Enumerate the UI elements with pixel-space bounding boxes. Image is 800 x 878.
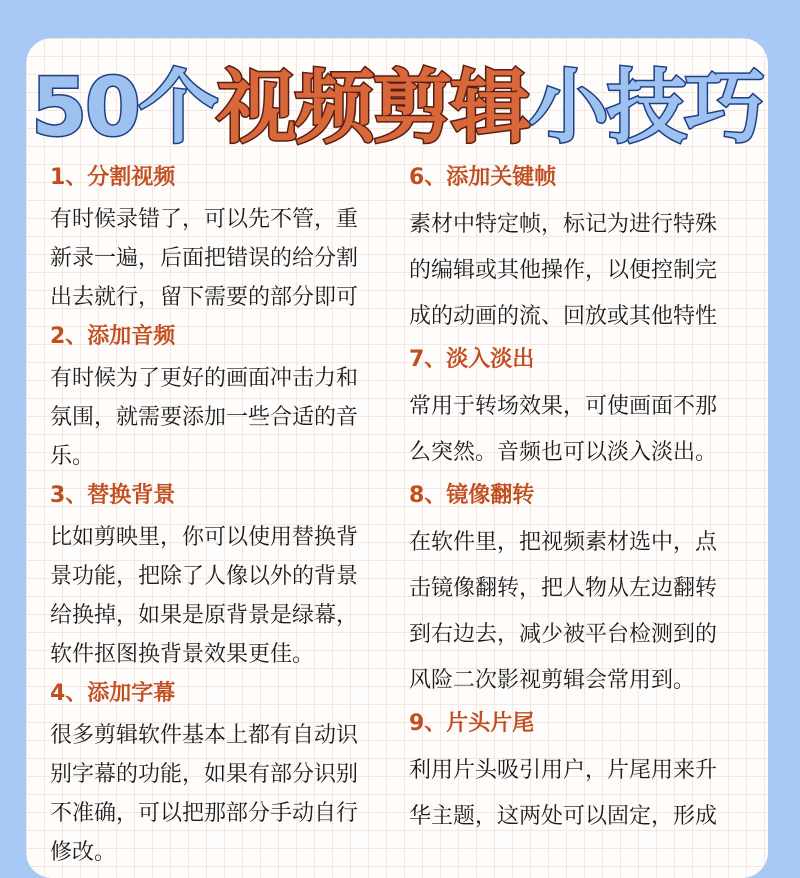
title-part-2: 视频剪辑 xyxy=(216,61,529,154)
tip-section xyxy=(50,674,395,872)
tip-section xyxy=(409,340,754,476)
tip-title: 7、淡入淡出 xyxy=(409,347,535,372)
tip-body: 很多剪辑软件基本上都有自动识 别字幕的功能，如果有部分识别 不准确，可以把那部分手动自行 修改。 xyxy=(50,723,359,865)
tip-section xyxy=(50,158,395,317)
tip-body: 素材中特定帧，标记为进行特殊 的编辑或其他操作，以便控制完 成的动画的流、回放或其他特性 xyxy=(409,212,718,329)
left-column xyxy=(50,158,395,872)
tip-body: 在软件里，把视频素材选中，点 击镜像翻转，把人物从左边翻转 到右边去，减少被平台检测到的 风险二次影视剪辑会常用到。 xyxy=(409,530,718,693)
tip-body: 有时候录错了，可以先不管，重 新录一遍，后面把错误的给分割 出去就行，留下需要的部分即可 xyxy=(50,207,359,310)
page-title xyxy=(26,61,768,154)
tip-title: 6、添加关键帧 xyxy=(409,165,557,190)
tip-title: 2、添加音频 xyxy=(50,324,176,349)
tip-section xyxy=(409,476,754,704)
tip-section xyxy=(50,317,395,476)
tip-title: 9、片头片尾 xyxy=(409,711,535,736)
tip-body: 利用片头吸引用户，片尾用来升 华主题，这两处可以固定，形成 xyxy=(409,758,718,829)
tip-body: 比如剪映里，你可以使用替换背 景功能，把除了人像以外的背景 给换掉，如果是原背景是绿幕， 软件抠图换背景效果更佳。 xyxy=(50,525,359,667)
right-column xyxy=(409,158,754,840)
title-part-1: 50个 xyxy=(31,61,217,154)
tip-section xyxy=(409,158,754,340)
tip-section xyxy=(50,476,395,674)
tip-section xyxy=(409,704,754,840)
tip-title: 8、镜像翻转 xyxy=(409,483,535,508)
tip-title: 4、添加字幕 xyxy=(50,681,176,706)
tip-title: 3、替换背景 xyxy=(50,483,176,508)
title-part-3: 小技巧 xyxy=(528,61,763,154)
tip-body: 常用于转场效果，可使画面不那 么突然。音频也可以淡入淡出。 xyxy=(409,394,718,465)
content-card xyxy=(26,38,768,878)
tip-title: 1、分割视频 xyxy=(50,165,176,190)
tip-body: 有时候为了更好的画面冲击力和 氛围，就需要添加一些合适的音 乐。 xyxy=(50,366,359,469)
